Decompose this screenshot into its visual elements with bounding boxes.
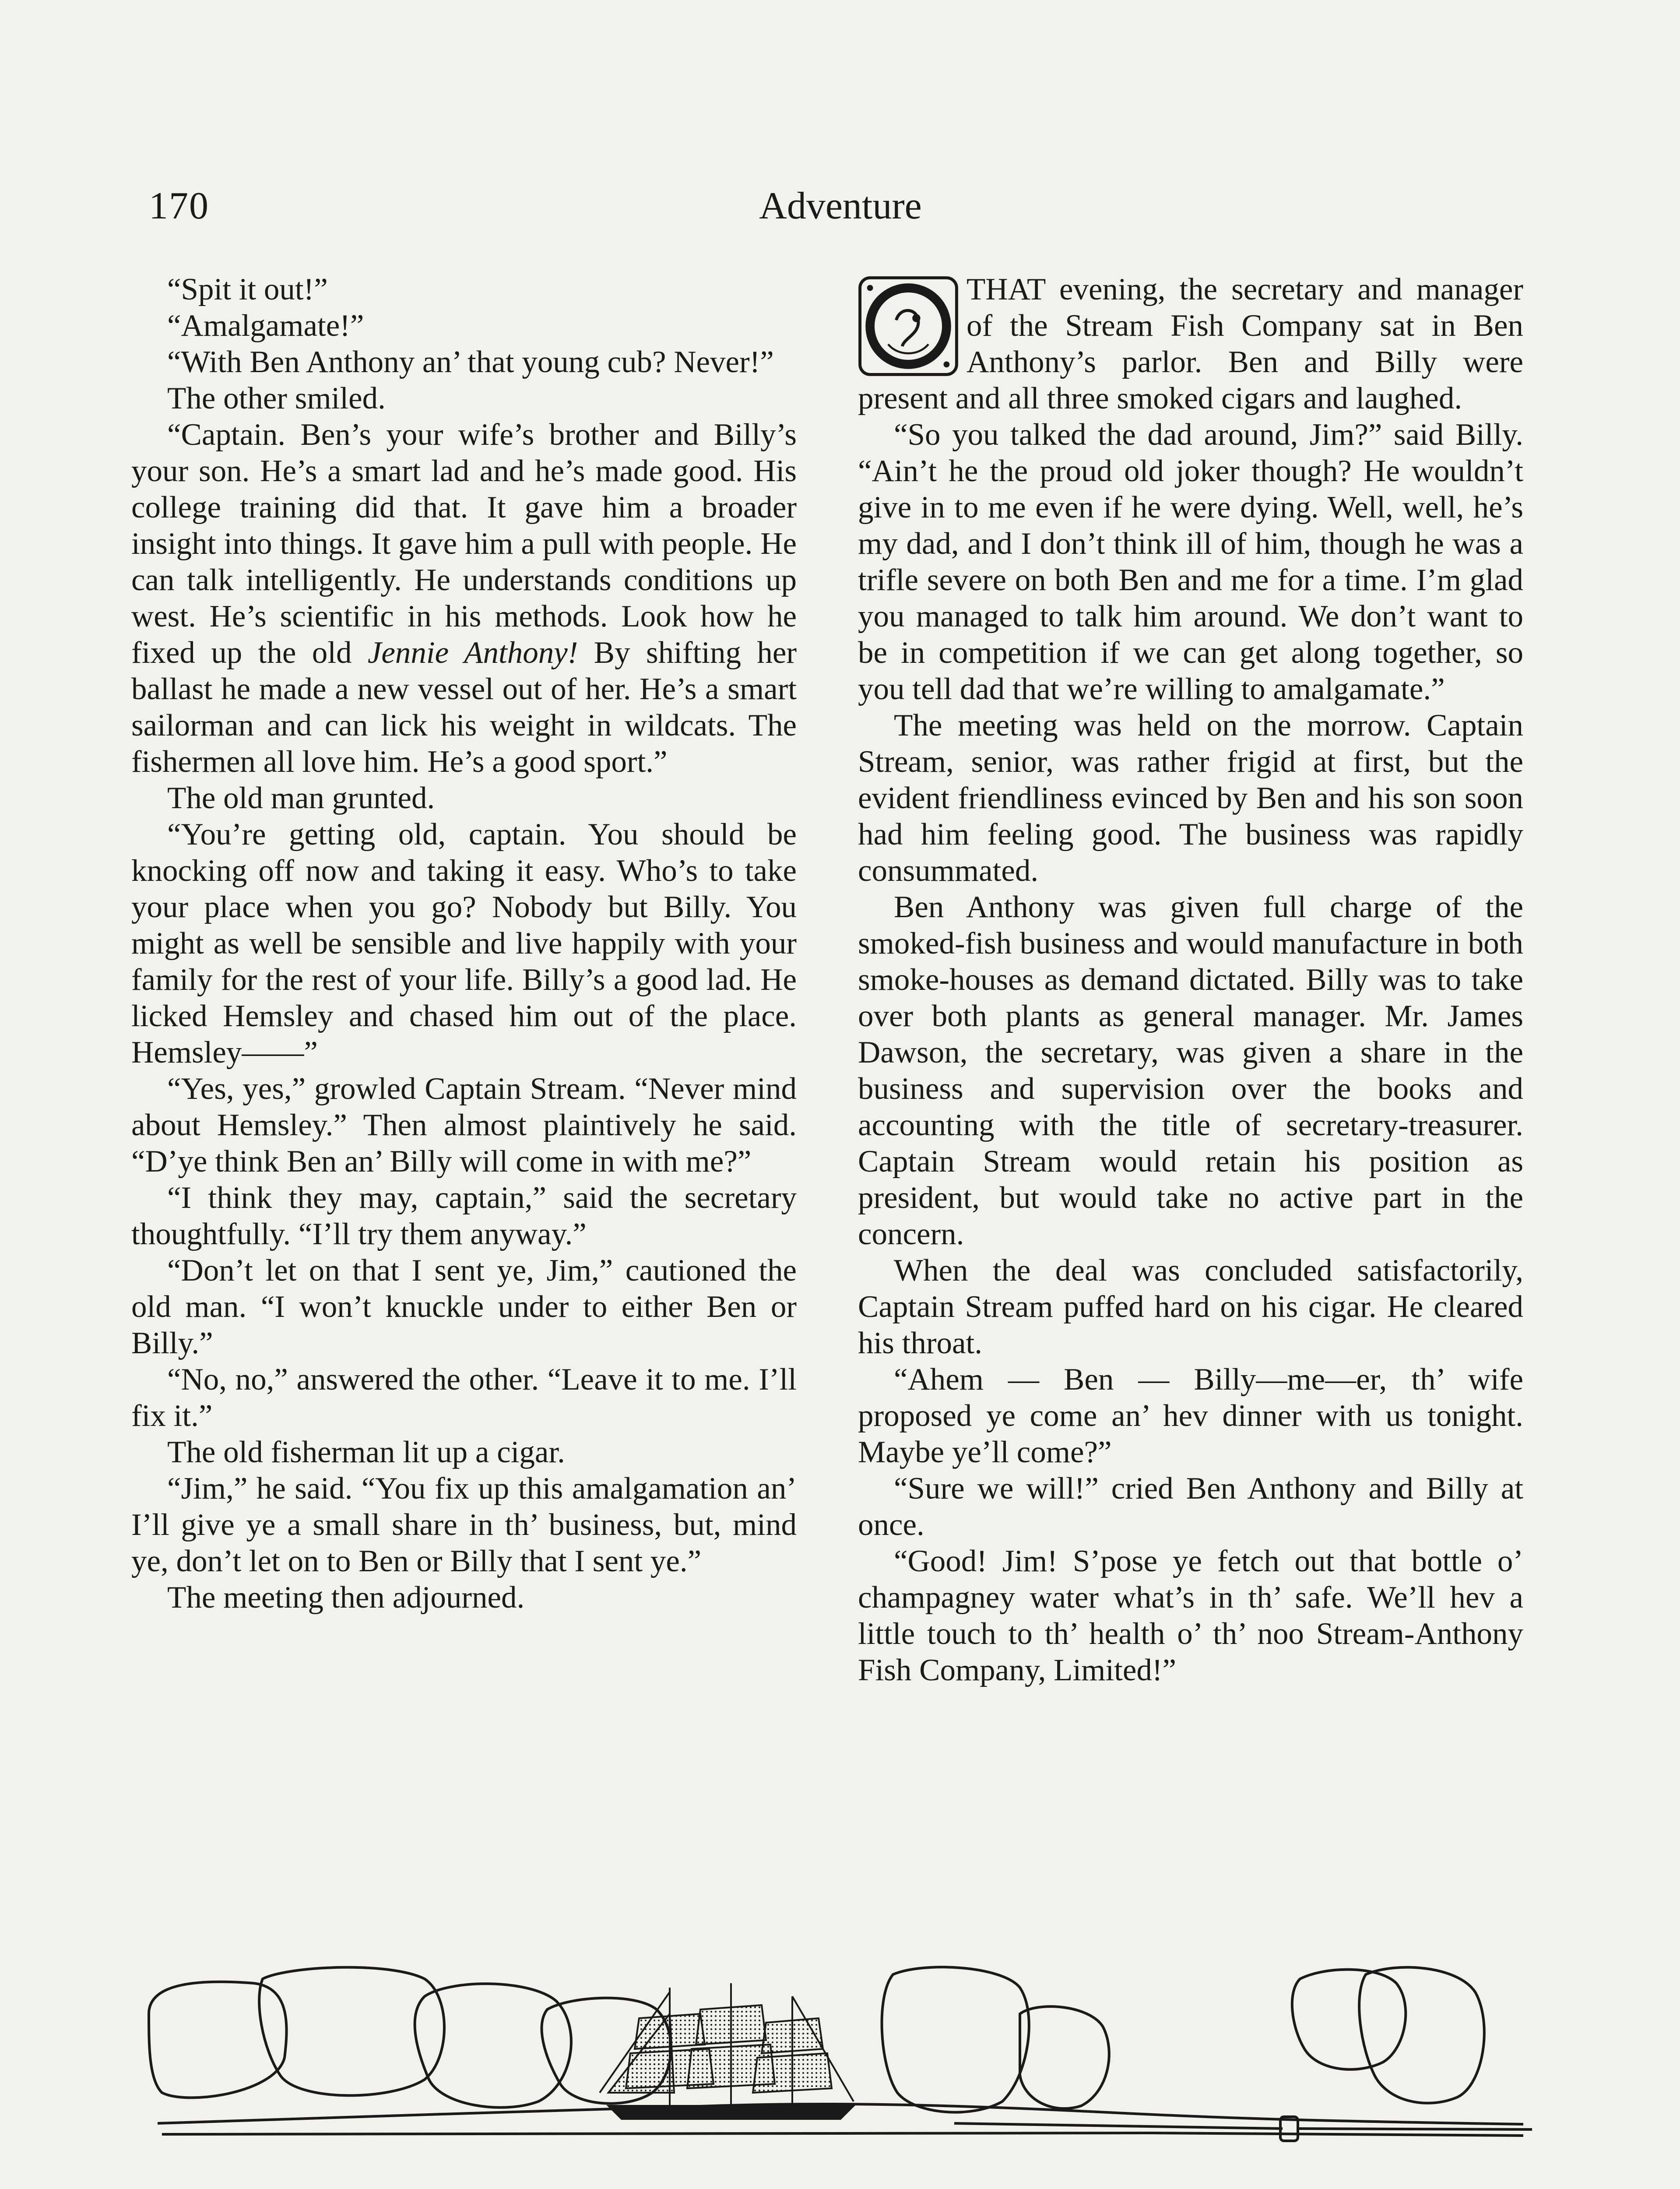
left-column bbox=[131, 271, 797, 1616]
ornamental-dropcap-icon bbox=[858, 276, 959, 377]
text-run: “Captain. Ben’s your wife’s brother and Billy’s your son. He’s a smart lad and he’s made good. His college training did that. It gave him a broader insight into things. It gave him a pull with people. He can talk intelligently. He understands conditions up west. He’s scientific in his methods. Look how he fixed up the old bbox=[131, 418, 797, 670]
paragraph: The meeting was held on the morrow. Captain Stream, senior, was rather frigid at first, but the evident friendliness evinced by Ben and his son soon had him feeling good. The business was rapidly consummated. bbox=[858, 708, 1523, 888]
paragraph: “Don’t let on that I sent ye, Jim,” cautioned the old man. “I won’t knuckle under to either Ben or Billy.” bbox=[131, 1253, 797, 1360]
paragraph: The other smiled. bbox=[167, 381, 386, 415]
paragraph: “Spit it out!” bbox=[167, 272, 328, 306]
paragraph: “Sure we will!” cried Ben Anthony and Billy at once. bbox=[858, 1471, 1523, 1542]
paragraph: The meeting then adjourned. bbox=[167, 1580, 525, 1615]
right-column bbox=[858, 271, 1523, 1689]
paragraph: “Good! Jim! S’pose ye fetch out that bottle o’ champagney water what’s in th’ safe. We’ll hev a little touch to th’ health o’ th’ noo Stream-Anthony Fish Company, Limited!” bbox=[858, 1544, 1523, 1687]
vessel-name: Jennie Anthony! bbox=[367, 636, 578, 670]
text-run: By shifting her ballast he made a new vessel out of her. He’s a smart sailorman and can lick his weight in wildcats. The fishermen all love him. He’s a good sport.” bbox=[131, 636, 797, 779]
paragraph bbox=[131, 417, 797, 780]
paragraph: When the deal was concluded satisfactorily, Captain Stream puffed hard on his cigar. He cleared his throat. bbox=[858, 1253, 1523, 1360]
paragraph: “I think they may, captain,” said the secretary thoughtfully. “I’ll try them anyway.” bbox=[131, 1181, 797, 1251]
paragraph: “With Ben Anthony an’ that young cub? Never!” bbox=[167, 345, 774, 379]
tailpiece-drawing-icon bbox=[144, 1961, 1536, 2167]
paragraph: “So you talked the dad around, Jim?” said Billy. “Ain’t he the proud old joker though? He wouldn’t give in to me even if he were dying. Well, well, he’s my dad, and I don’t think ill of him, though he was a trifle severe on both Ben and me for a time. I’m glad you managed to talk him around. We don’t want to be in competition if we can get along together, so you tell dad that we’re willing to amalgamate.” bbox=[858, 418, 1523, 706]
paragraph: “Ahem — Ben — Billy—me—er, th’ wife proposed ye come an’ hev dinner with us tonight. Maybe ye’ll come?” bbox=[858, 1362, 1523, 1469]
paragraph: “You’re getting old, captain. You should be knocking off now and taking it easy. Who’s to take your place when you go? Nobody but Billy. You might as well be sensible and live happily with your family for the rest of your life. Billy’s a good lad. He licked Hemsley and chased him out of the place. Hemsley——” bbox=[131, 817, 797, 1070]
page-header bbox=[131, 184, 1550, 236]
paragraph: Ben Anthony was given full charge of the smoked-fish business and would manufacture in both smoke-houses as demand dictated. Billy was to take over both plants as general manager. Mr. James Dawson, the secretary, was given a share in the business and supervision over the books and accounting with the title of secretary-treasurer. Captain Stream would retain his position as president, but would take no active part in the concern. bbox=[858, 890, 1523, 1251]
paragraph: “Yes, yes,” growled Captain Stream. “Never mind about Hemsley.” Then almost plaintively he said. “D’ye think Ben an’ Billy will come in with me?” bbox=[131, 1072, 797, 1179]
page-number: 170 bbox=[149, 185, 209, 227]
paragraph: THAT evening, the secretary and manager of the Stream Fish Company sat in Ben Anthony’s parlor. Ben and Billy were present and all three smoked cigars and laughed. bbox=[858, 272, 1523, 415]
ship-and-rocks-illustration bbox=[144, 1961, 1536, 2167]
paragraph: The old man grunted. bbox=[167, 781, 435, 815]
paragraph: The old fisherman lit up a cigar. bbox=[167, 1435, 565, 1469]
paragraph: “No, no,” answered the other. “Leave it to me. I’ll fix it.” bbox=[131, 1362, 797, 1433]
running-title: Adventure bbox=[759, 185, 922, 227]
paragraph: “Amalgamate!” bbox=[167, 309, 364, 343]
paragraph: “Jim,” he said. “You fix up this amalgamation an’ I’ll give ye a small share in th’ business, but, mind ye, don’t let on to Ben or Billy that I sent ye.” bbox=[131, 1471, 797, 1578]
